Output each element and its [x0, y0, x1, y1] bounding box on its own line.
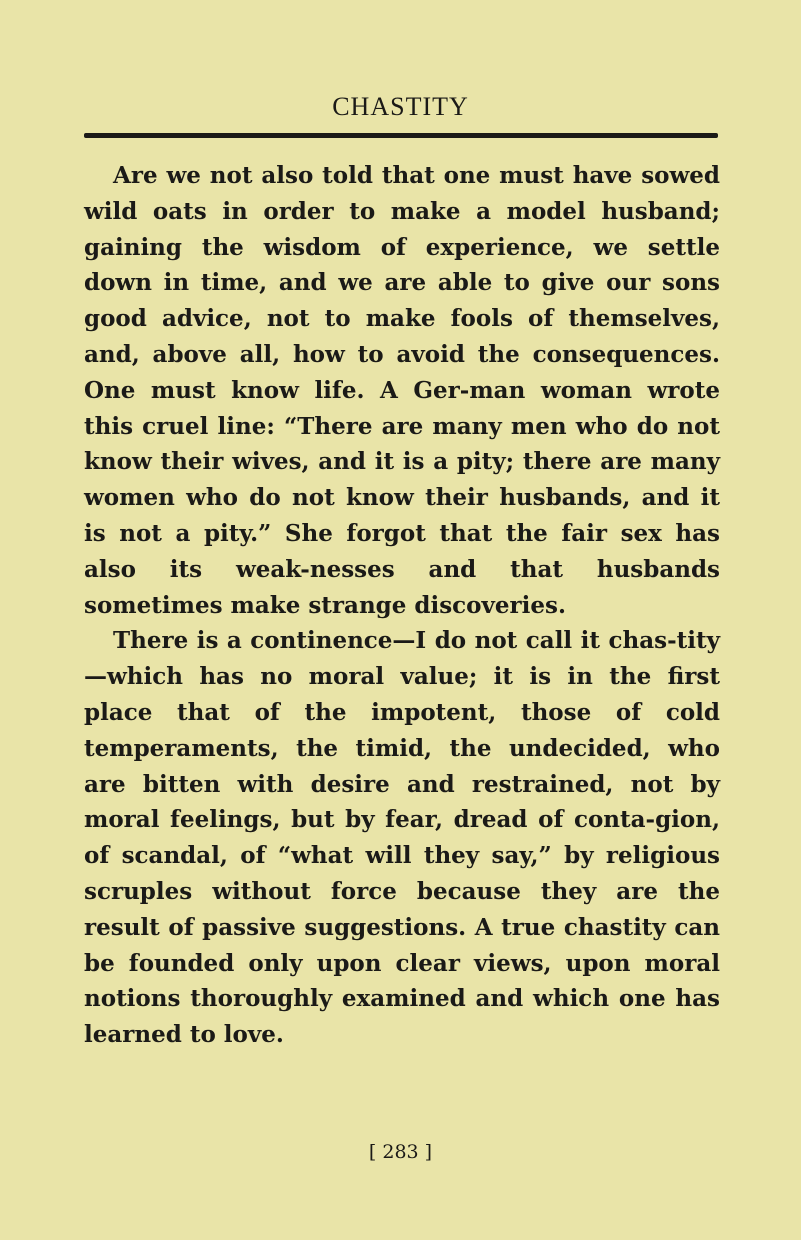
- page-number: [ 283 ]: [368, 1141, 433, 1163]
- header-rule: [84, 133, 718, 138]
- body-text: [84, 158, 720, 1053]
- paragraph-1: Are we not also told that one must have sowed wild oats in order to make a model husband; gaining the wisdom of experience, we settle down in time, and we are able to give our sons good advice, not to make fools of themselves, and, above all, how to avoid the consequences. One must know life. A Ger-man woman wrote this cruel line: “There are many men who do not know their wives, and it is a pity; there are many women who do not know their husbands, and it is not a pity.” She forgot that the fair sex has also its weak-nesses and that husbands sometimes make strange discoveries.: [84, 162, 720, 619]
- running-head: CHASTITY: [332, 92, 469, 121]
- paragraph-2: There is a continence—I do not call it chas-tity—which has no moral value; it is in the first place that of the impotent, those of cold temperaments, the timid, the undecided, who are bitten with desire and restrained, not by moral feelings, but by fear, dread of conta-gion, of scandal, of “what will they say,” by religious scruples without force because they are the result of passive suggestions. A true chastity can be founded only upon clear views, upon moral notions thoroughly examined and which one has learned to love.: [84, 627, 720, 1049]
